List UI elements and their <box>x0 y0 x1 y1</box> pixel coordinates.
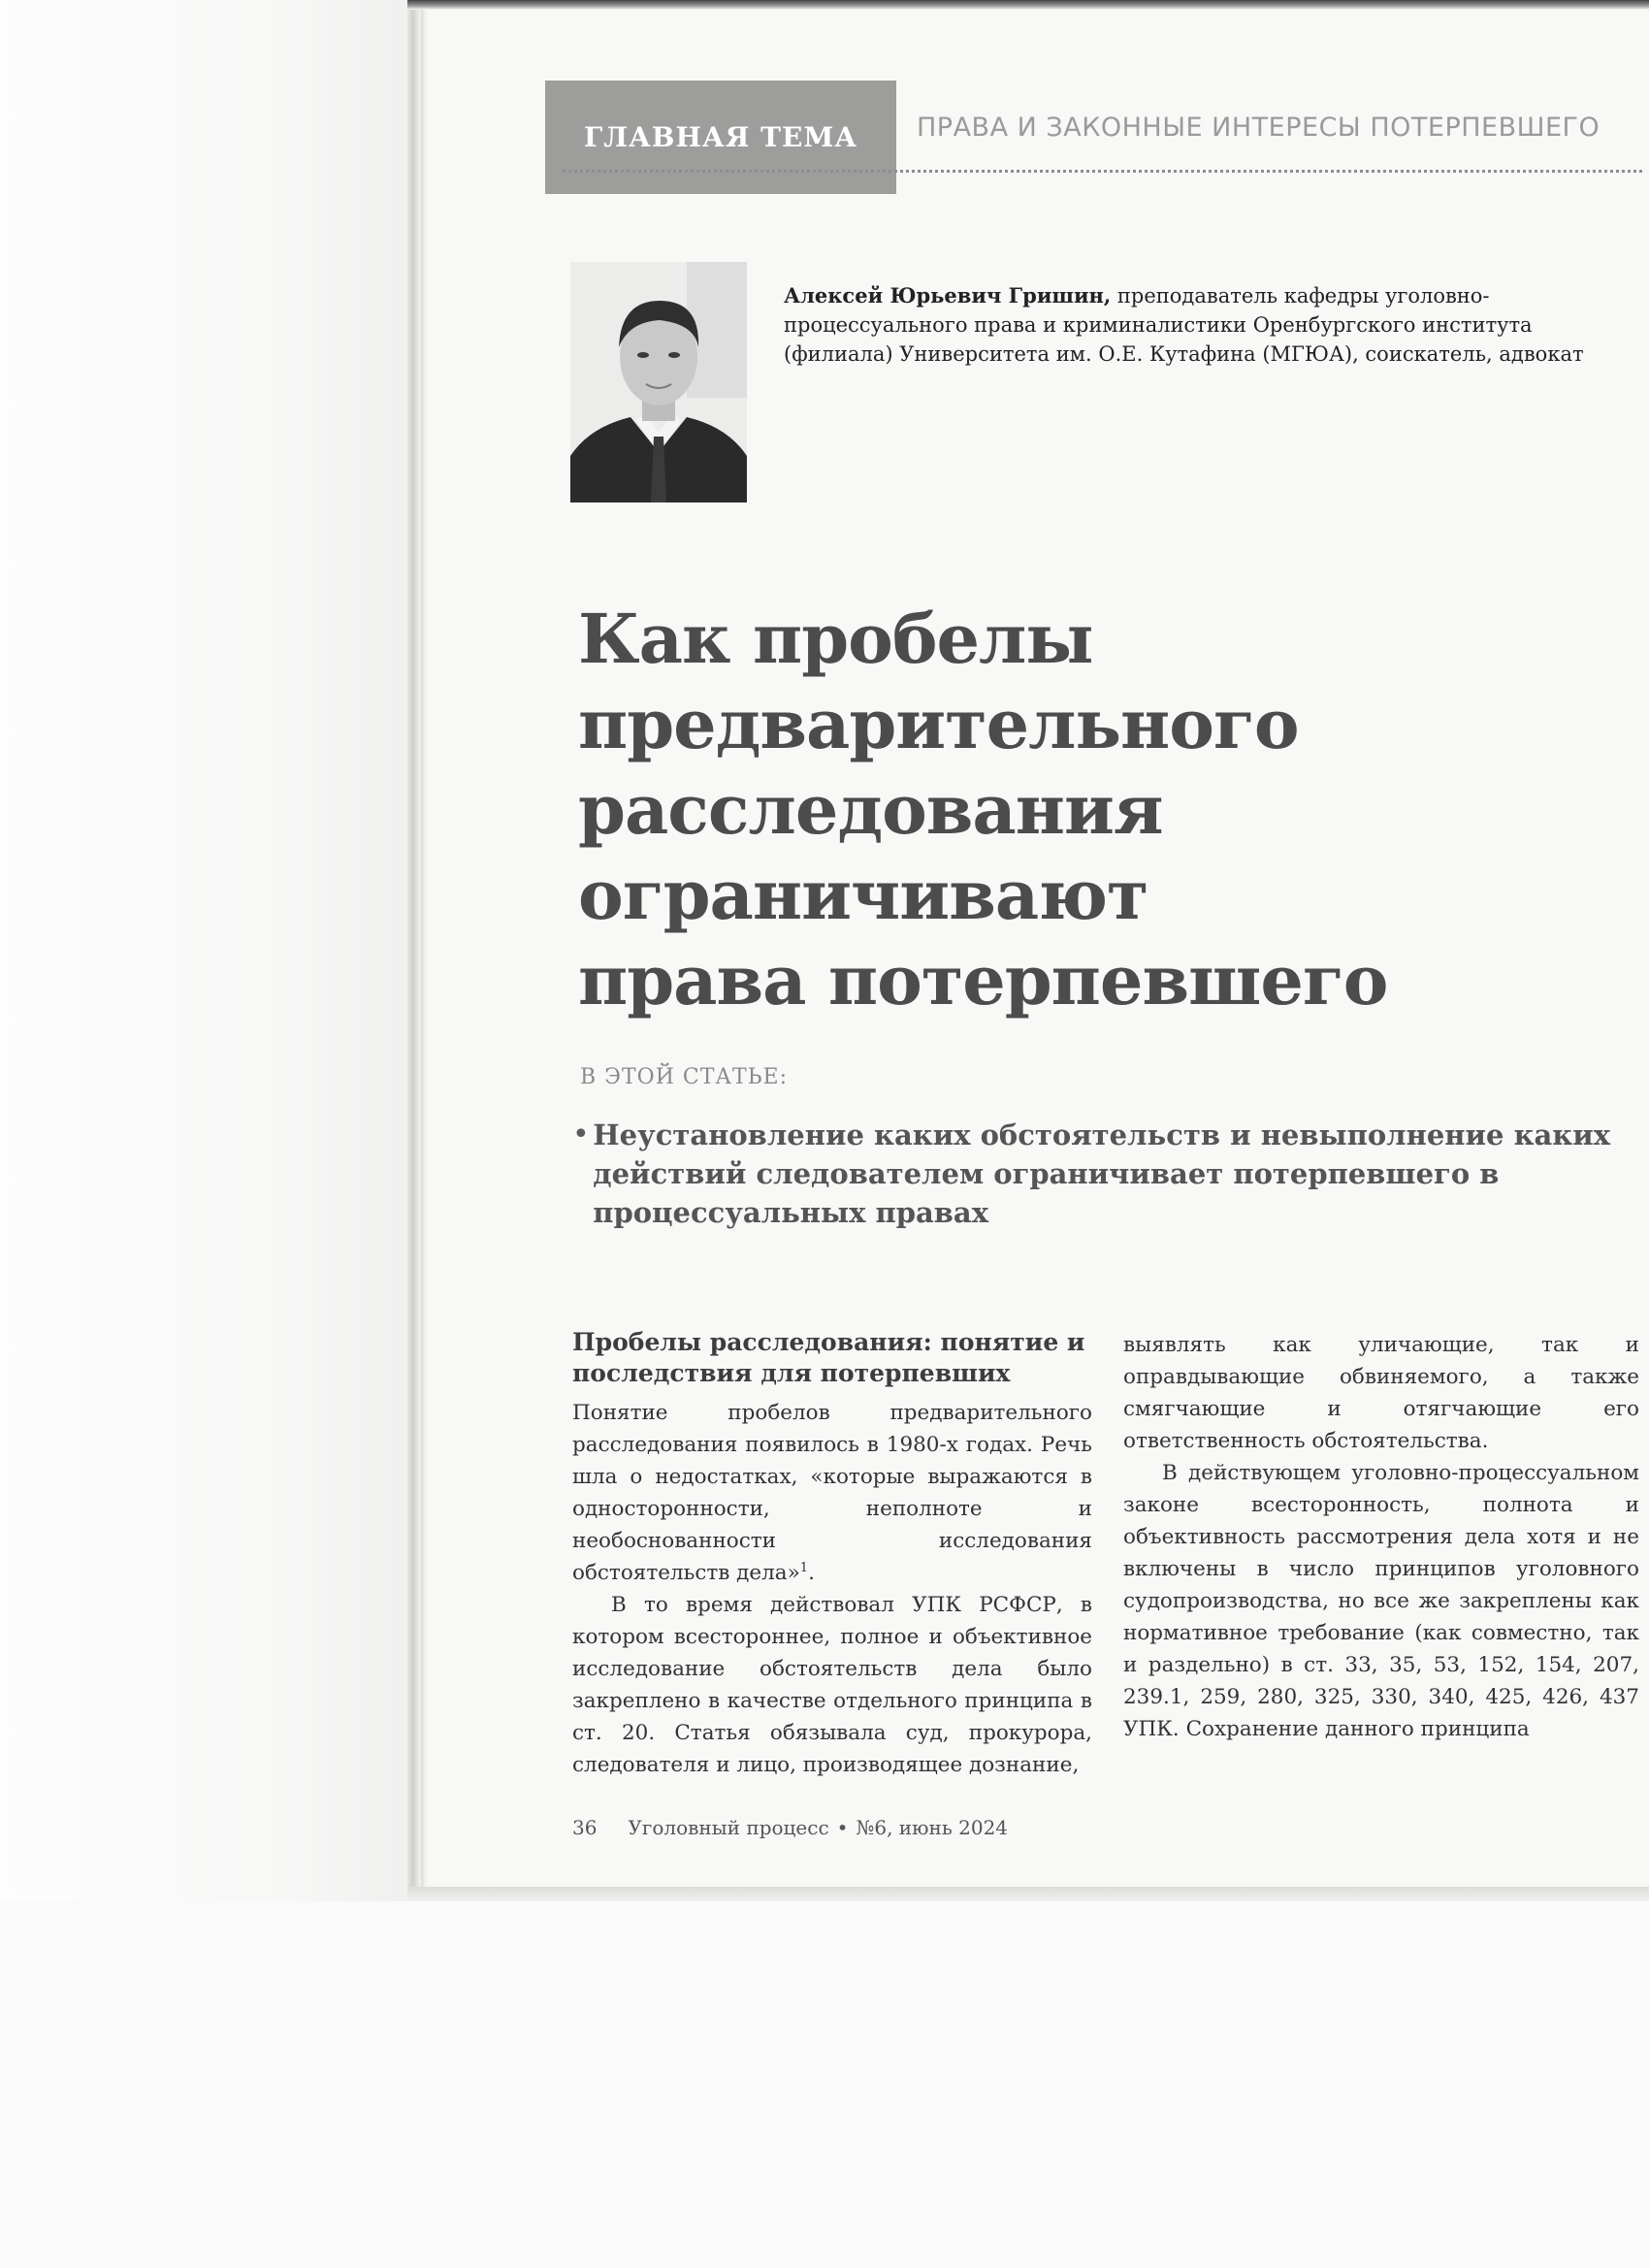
article-column-right <box>1123 1329 1639 1745</box>
article-column-left <box>572 1327 1092 1781</box>
section-topic: ПРАВА И ЗАКОННЫЕ ИНТЕРЕСЫ ПОТЕРПЕВШЕГО <box>917 113 1600 143</box>
summary-bullet-text: Неустановление каких обстоятельств и невыполнение каких действий следователем ограничивает потерпевшего в процессуальных правах <box>593 1118 1611 1229</box>
scan-top-edge <box>407 0 1649 10</box>
dotted-divider <box>563 170 1642 173</box>
author-description: преподаватель кафедры уголовно-процессуального права и криминалистики Оренбургского института (филиала) Университета им. О.Е. Кутафина (МГЮА), соискатель, адвокат <box>784 284 1584 366</box>
author-bio <box>784 281 1637 369</box>
journal-name: Уголовный процесс <box>628 1816 829 1839</box>
page-number: 36 <box>572 1816 598 1839</box>
body-paragraph: В действующем уголовно-процессуальном законе всесторонность, полнота и объективность рассмотрения дела хотя и не включены в число принципов уголовного судопроизводства, но все же закреплены как нормативное требование (как совместно, так и раздельно) в ст. 33, 35, 53, 152, 154, 207, 239.1, 259, 280, 325, 330, 340, 425, 426, 437 УПК. Сохранение данного принципа <box>1123 1461 1639 1741</box>
section-subheading: Пробелы расследования: понятие и последствия для потерпевших <box>572 1328 1085 1387</box>
page-spine <box>407 0 421 1901</box>
author-photo <box>570 262 747 502</box>
title-line: Как пробелы <box>578 599 1093 679</box>
scan-bottom-area <box>0 1901 1649 2268</box>
title-line: права потерпевшего <box>578 940 1388 1021</box>
body-paragraph: Понятие пробелов предварительного расследования появилось в 1980-х годах. Речь шла о недостатках, «которые выражаются в односторонности, неполноте и необоснованности исследования обстоятельств дела»$^1$. <box>572 1401 1092 1585</box>
bullet-separator-icon: • <box>836 1816 849 1839</box>
body-paragraph: выявлять как уличающие, так и оправдывающие обвиняемого, а также смягчающие и отягчающие его ответственность обстоятельства. <box>1123 1333 1639 1453</box>
in-article-label: В ЭТОЙ СТАТЬЕ: <box>580 1065 789 1089</box>
article-title <box>578 597 1626 1023</box>
paragraph-text: Понятие пробелов предварительного расследования появилось в 1980-х годах. Речь шла о недостатках, «которые выражаются в односторонности, неполноте и необоснованности исследования обстоятельств дела» <box>572 1401 1092 1585</box>
bullet-icon: • <box>572 1118 590 1151</box>
section-label: ГЛАВНАЯ ТЕМА <box>545 81 896 194</box>
footnote-mark: 1 <box>799 1560 809 1575</box>
author-name: Алексей Юрьевич Гришин, <box>784 283 1112 308</box>
body-paragraph: В то время действовал УПК РСФСР, в котором всестороннее, полное и объективное исследование обстоятельств дела было закреплено в качестве отдельного принципа в ст. 20. Статья обязывала суд, прокурора, следователя и лицо, производящее дознание, <box>572 1593 1092 1777</box>
title-line: расследования <box>578 769 1163 850</box>
page-footer <box>572 1816 1008 1839</box>
title-line: предварительного <box>578 684 1299 764</box>
summary-bullet <box>572 1116 1630 1232</box>
scan-margin <box>0 0 415 1901</box>
title-line: ограничивают <box>578 855 1148 935</box>
issue-info: №6, июнь 2024 <box>856 1816 1009 1839</box>
author-portrait-icon <box>570 262 747 502</box>
